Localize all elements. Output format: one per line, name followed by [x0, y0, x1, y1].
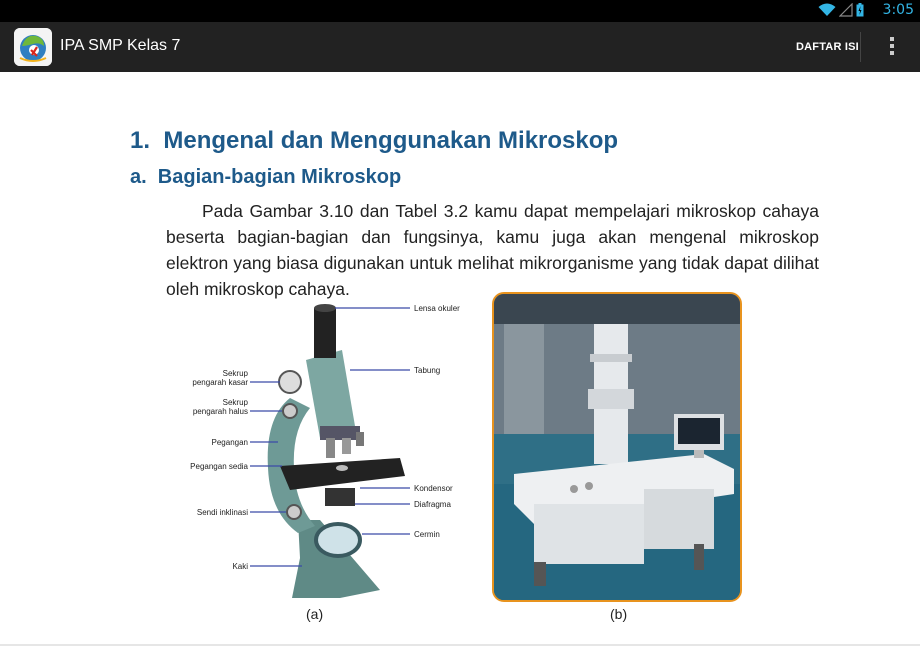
microscope-eyepiece: [314, 308, 336, 358]
microscope-stage: [280, 458, 405, 490]
subsection-heading: a. Bagian-bagian Mikroskop: [130, 166, 402, 188]
actionbar-divider: [860, 32, 861, 62]
battery-icon: [856, 3, 864, 17]
label-tabung: Tabung: [414, 366, 441, 375]
label-pegangan-sedia: Pegangan sedia: [190, 462, 248, 471]
label-sekrup-halus-2: pengarah halus: [192, 407, 248, 416]
wifi-icon: [818, 3, 836, 17]
label-sendi-inklinasi: Sendi inklinasi: [196, 508, 248, 517]
microscope-tube: [306, 350, 355, 438]
label-kaki: Kaki: [232, 562, 248, 571]
body-paragraph: Pada Gambar 3.10 dan Tabel 3.2 kamu dapat mempelajari mikroskop cahaya beserta bagian-bagian dan fungsinya, kamu juga akan mengenal mikroskop elektron yang biasa digunakan untuk melihat mikrorganisme yang tidak dapat dilihat oleh mikroskop cahaya.: [166, 201, 819, 299]
daftar-isi-button[interactable]: DAFTAR ISI: [796, 41, 859, 53]
section-heading: 1. Mengenal dan Menggunakan Mikroskop: [130, 127, 619, 154]
figure-b-caption: (b): [610, 606, 628, 622]
label-sekrup-kasar-1: Sekrup: [222, 369, 248, 378]
app-title: IPA SMP Kelas 7: [60, 37, 181, 54]
microscope-mirror: [316, 524, 360, 556]
light-microscope-diagram: [170, 298, 480, 598]
signal-icon: [839, 3, 853, 17]
electron-microscope-photo: [492, 292, 742, 602]
action-bar: [0, 22, 920, 72]
figure-a-caption: (a): [306, 606, 324, 622]
label-kondensor: Kondensor: [414, 484, 453, 493]
status-icons: [818, 3, 864, 17]
app-logo-icon[interactable]: [14, 28, 52, 66]
label-diafragma: Diafragma: [414, 500, 451, 509]
label-sekrup-halus-1: Sekrup: [222, 398, 248, 407]
label-sekrup-kasar-2: pengarah kasar: [192, 378, 248, 387]
label-cermin: Cermin: [414, 530, 440, 539]
page-content: [0, 72, 920, 646]
status-clock: 3:05: [882, 2, 914, 18]
status-bar: [0, 0, 920, 22]
label-pegangan: Pegangan: [211, 438, 248, 447]
label-lensa-okuler: Lensa okuler: [414, 304, 460, 313]
overflow-menu-icon[interactable]: [884, 34, 900, 60]
